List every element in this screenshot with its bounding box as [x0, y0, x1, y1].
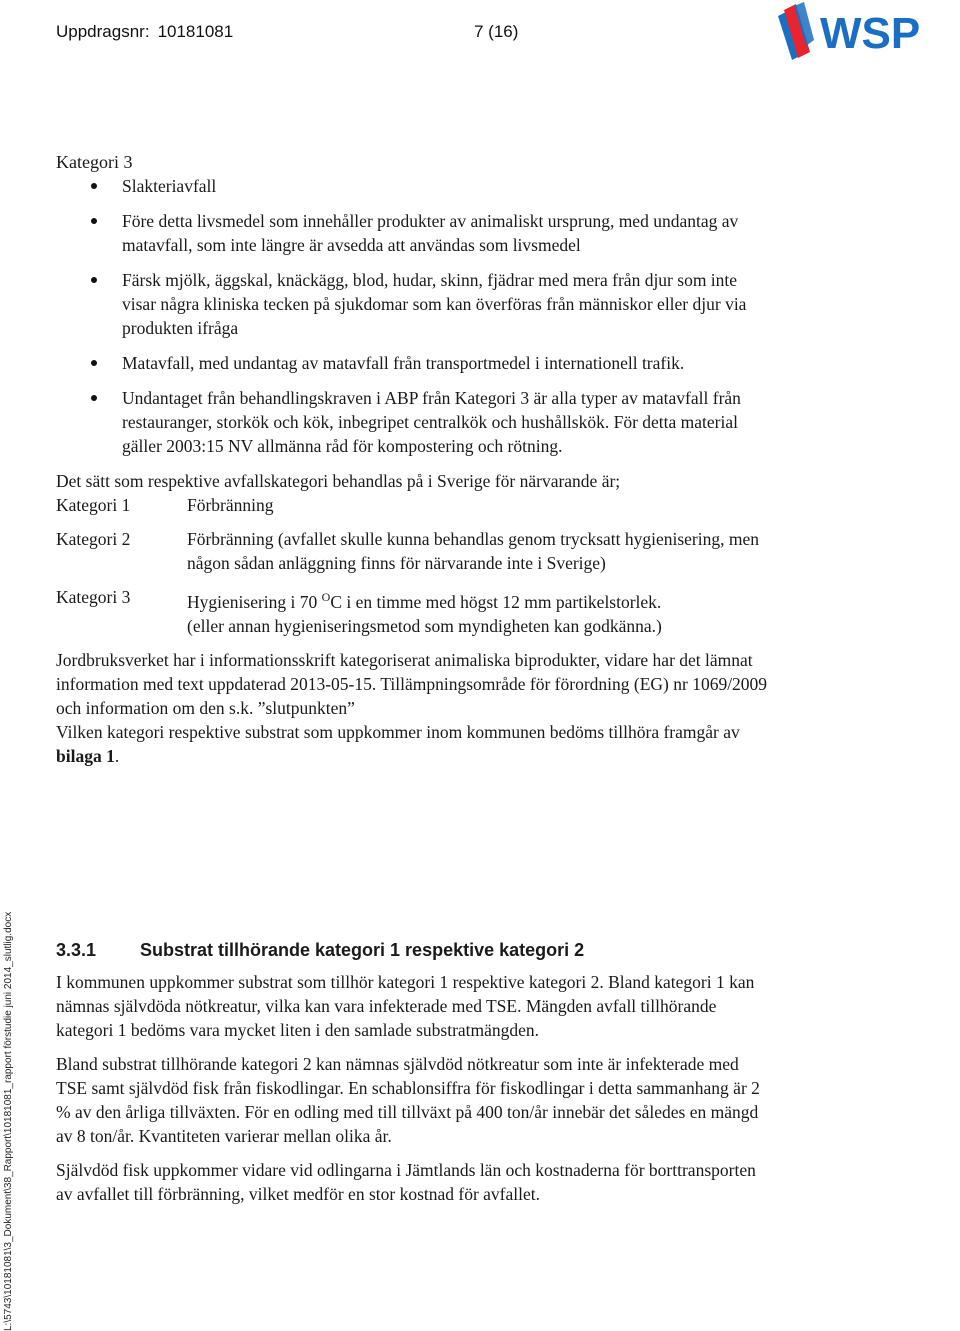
- logo-mark-icon: [778, 2, 814, 60]
- vilken-text: Vilken kategori respektive substrat som uppkommer inom kommunen bedöms tillhöra framgår av: [56, 721, 740, 742]
- treatment-row: [56, 493, 768, 517]
- section-heading: [56, 938, 770, 962]
- treatment-term: Kategori 1: [56, 495, 131, 515]
- page-number: 7 (16): [474, 22, 519, 41]
- assignment-number: [56, 22, 233, 42]
- treatment-desc: [187, 585, 768, 638]
- treatment-desc: Förbränning: [187, 495, 274, 515]
- vilken-paragraph: [56, 720, 768, 768]
- jordbruk-paragraph: Jordbruksverket har i informationsskrift kategoriserat animaliska biprodukter, vidare har det lämnat information med text uppdaterad 2013-05-15. Tillämpningsområde för förordning (EG) nr 1069/2009 och information om den s.k. ”slutpunkten”: [56, 649, 768, 718]
- category3-list: [56, 174, 768, 458]
- list-item: Före detta livsmedel som innehåller produkter av animaliskt ursprung, med undantag av matavfall, som inte längre är avsedda att användas som livsmedel: [56, 209, 768, 257]
- section-3-3-1: [56, 938, 770, 1216]
- wsp-logo: [774, 0, 960, 62]
- treatment-row: [56, 527, 768, 575]
- cat3-text-pre: Hygienisering i 70: [187, 591, 322, 612]
- section-title: Substrat tillhörande kategori 1 respektive kategori 2: [140, 940, 585, 960]
- treatment-term: Kategori 2: [56, 529, 131, 549]
- list-item: Undantaget från behandlingskraven i ABP från Kategori 3 är alla typer av matavfall från restauranger, storkök och kök, inbegripet centralkök och hushållskök. För detta material gäller 2003:15 NV allmänna råd för kompostering och rötning.: [56, 386, 768, 458]
- section-paragraph: I kommunen uppkommer substrat som tillhör kategori 1 respektive kategori 2. Bland kategori 1 kan nämnas självdöda nötkreatur, vilka kan vara infekterade med TSE. Mängden avfall tillhörande kategori 1 bedöms vara mycket liten i den samlade substratmängden.: [56, 972, 755, 1040]
- vilken-end: .: [114, 745, 120, 766]
- list-item: Färsk mjölk, äggskal, knäckägg, blod, hudar, skinn, fjädrar med mera från djur som inte visar några kliniska tecken på sjukdomar som kan överföras från människor eller djur via produkten ifråga: [56, 268, 768, 340]
- list-item: Slakteriavfall: [56, 174, 768, 198]
- treatment-intro: Det sätt som respektive avfallskategori behandlas på i Sverige för närvarande är;: [56, 471, 621, 491]
- appendix-reference: bilaga 1: [56, 745, 115, 766]
- degree-superscript: O: [321, 590, 331, 604]
- list-item: Matavfall, med undantag av matavfall från transportmedel i internationell trafik.: [56, 351, 768, 375]
- assignment-number-value: 10181081: [157, 22, 234, 41]
- section-number: 3.3.1: [56, 940, 97, 960]
- treatment-row: [56, 585, 768, 638]
- treatment-desc: Förbränning (avfallet skulle kunna behandlas genom trycksatt hygienisering, men någon sådan anläggning finns för närvarande inte i Sverige): [187, 529, 760, 573]
- assignment-number-label: Uppdragsnr:: [56, 22, 150, 41]
- treatment-term: Kategori 3: [56, 587, 131, 607]
- logo-text: WSP: [820, 9, 921, 58]
- file-path-note: L:\5743\10181081\3_Dokument\38_Rapport\10181081_rapport förstudie juni 2014_slutlig.docx: [3, 911, 14, 1331]
- main-content: [56, 150, 768, 768]
- section-paragraph: Självdöd fisk uppkommer vidare vid odlingarna i Jämtlands län och kostnaderna för borttransporten av avfallet till förbränning, vilket medför en stor kostnad för avfallet.: [56, 1160, 756, 1204]
- cat3-text-post: C i en timme med högst 12 mm partikelstorlek.: [330, 591, 662, 612]
- section-paragraph: Bland substrat tillhörande kategori 2 kan nämnas självdöd nötkreatur som inte är infekterade med TSE samt självdöd fisk från fiskodlingar. En schablonsiffra för fiskodlingar i detta sammanhang är 2 % av den årliga tillväxten. För en odling med till tillväxt på 400 ton/år innebär det således en mängd av 8 ton/år. Kvantiteten varierar mellan olika år.: [56, 1054, 760, 1146]
- cat3-text-line2: (eller annan hygieniseringsmetod som myndigheten kan godkänna.): [187, 615, 662, 636]
- category3-heading: Kategori 3: [56, 152, 133, 172]
